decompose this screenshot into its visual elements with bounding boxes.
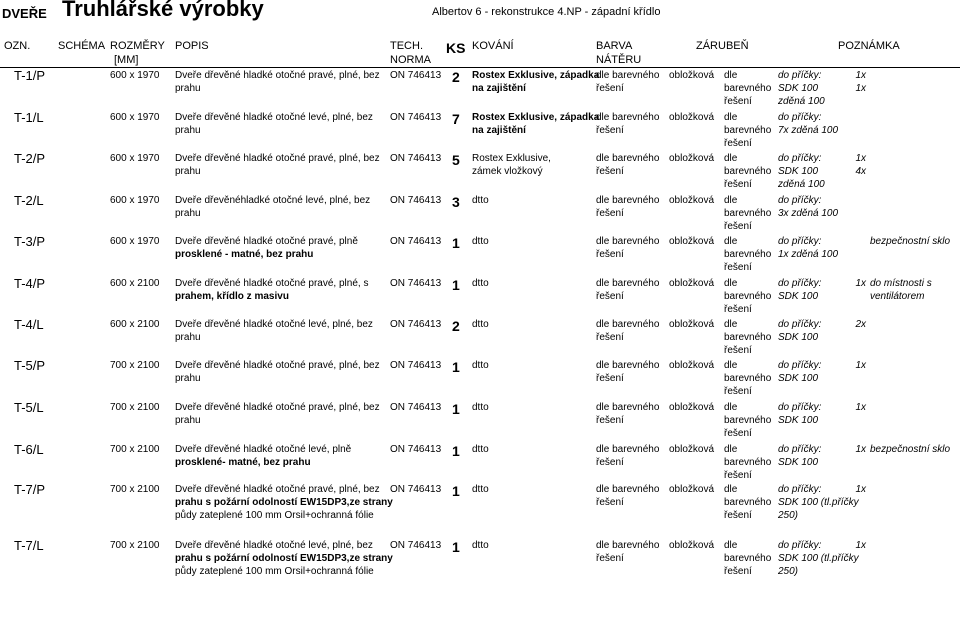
row-description-line: prahu: [175, 373, 201, 384]
row-dimensions: 700 x 2100: [110, 402, 160, 413]
row-frame-type: obložková: [669, 278, 715, 289]
col-popis: POPIS: [175, 40, 209, 52]
row-paint-line: řešení: [596, 497, 624, 508]
row-frame-line: barevného: [724, 83, 772, 94]
row-frame-line: řešení: [724, 428, 752, 439]
row-description-line: Dveře dřevěné hladké otočné levé, plné, bez: [175, 112, 373, 123]
row-dimensions: 600 x 1970: [110, 153, 160, 164]
row-quantity: 1: [452, 277, 460, 293]
row-norm: ON 746413: [390, 402, 442, 413]
col-ks: KS: [446, 40, 466, 56]
row-frame-line: barevného: [724, 125, 772, 136]
row-frame-line: řešení: [724, 470, 752, 481]
row-frame-line: barevného: [724, 457, 772, 468]
row-frame-type: obložková: [669, 402, 715, 413]
row-dimensions: 700 x 2100: [110, 484, 160, 495]
row-quantity: 2: [452, 69, 460, 85]
row-paint-line: dle barevného: [596, 153, 660, 164]
row-code: T-1/L: [14, 110, 44, 125]
row-description-line: prahu s požární odolností EW15DP3,ze strany: [175, 497, 393, 508]
row-frame-line: řešení: [724, 262, 752, 273]
row-quantity: 2: [452, 318, 460, 334]
row-frame-line: dle: [724, 236, 738, 247]
row-paint-line: řešení: [596, 332, 624, 343]
row-quantity: 3: [452, 194, 460, 210]
row-partition-note: do příčky:: [778, 195, 822, 206]
row-frame-type: obložková: [669, 444, 715, 455]
row-frame-line: dle: [724, 444, 738, 455]
row-frame-type: obložková: [669, 540, 715, 551]
row-hardware-line: zámek vložkový: [472, 166, 543, 177]
row-description-line: prahu: [175, 208, 201, 219]
row-quantity: 5: [452, 152, 460, 168]
row-norm: ON 746413: [390, 360, 442, 371]
col-schema: SCHÉMA: [58, 40, 106, 52]
row-paint-line: řešení: [596, 208, 624, 219]
row-description-line: prosklené - matné, bez prahu: [175, 249, 314, 260]
doc-type: DVEŘE: [2, 6, 47, 21]
col-barva2: NÁTĚRU: [596, 54, 642, 66]
row-frame-type: obložková: [669, 112, 715, 123]
row-partition-note: zděná 100: [778, 96, 825, 107]
row-partition-count: 1x: [855, 484, 866, 495]
row-frame-line: řešení: [724, 566, 752, 577]
row-hardware-line: dtto: [472, 484, 489, 495]
row-partition-note: do příčky:: [778, 540, 822, 551]
row-partition-note: 1x zděná 100: [778, 249, 839, 260]
row-frame-line: řešení: [724, 179, 752, 190]
row-frame-line: dle: [724, 278, 738, 289]
row-description-line: Dveře dřevěné hladké otočné pravé, plné, bez: [175, 153, 380, 164]
col-zarubni: ZÁRUBEŇ: [696, 40, 749, 52]
row-quantity: 1: [452, 359, 460, 375]
row-paint-line: řešení: [596, 166, 624, 177]
row-dimensions: 600 x 1970: [110, 236, 160, 247]
row-description-line: prahu: [175, 83, 201, 94]
row-paint-line: dle barevného: [596, 319, 660, 330]
row-paint-line: řešení: [596, 83, 624, 94]
row-paint-line: dle barevného: [596, 444, 660, 455]
row-remark-line: ventilátorem: [870, 291, 925, 302]
row-paint-line: řešení: [596, 249, 624, 260]
row-partition-note: SDK 100: [778, 166, 819, 177]
row-frame-line: dle: [724, 402, 738, 413]
row-frame-line: barevného: [724, 166, 772, 177]
row-partition-note: do příčky:: [778, 319, 822, 330]
row-hardware-line: na zajištění: [472, 125, 526, 136]
row-frame-line: dle: [724, 153, 738, 164]
row-description-line: Dveře dřevěné hladké otočné pravé, plné, s: [175, 278, 369, 289]
row-frame-type: obložková: [669, 319, 715, 330]
row-description-line: Dveře dřevěné hladké otočné pravé, plné, bez: [175, 484, 380, 495]
row-partition-note: do příčky:: [778, 153, 822, 164]
row-norm: ON 746413: [390, 70, 442, 81]
row-code: T-4/P: [14, 276, 46, 291]
row-partition-note: 250): [778, 510, 799, 521]
row-paint-line: dle barevného: [596, 484, 660, 495]
row-frame-line: dle: [724, 195, 738, 206]
row-code: T-3/P: [14, 234, 46, 249]
row-paint-line: řešení: [596, 125, 624, 136]
row-quantity: 1: [452, 483, 460, 499]
row-description-line: Dveře dřevěné hladké otočné pravé, plné, bez: [175, 70, 380, 81]
row-frame-line: barevného: [724, 553, 772, 564]
row-dimensions: 700 x 2100: [110, 360, 160, 371]
row-remark-line: bezpečnostní sklo: [870, 444, 951, 455]
col-barva: BARVA: [596, 40, 633, 52]
row-partition-note: do příčky:: [778, 360, 822, 371]
row-frame-line: dle: [724, 112, 738, 123]
row-norm: ON 746413: [390, 112, 442, 123]
row-partition-note: do příčky:: [778, 402, 822, 413]
row-hardware-line: dtto: [472, 236, 489, 247]
row-frame-line: barevného: [724, 291, 772, 302]
page-subtitle: Albertov 6 - rekonstrukce 4.NP - západní křídlo: [432, 6, 661, 18]
row-paint-line: dle barevného: [596, 360, 660, 371]
row-frame-line: řešení: [724, 510, 752, 521]
row-remark-line: bezpečnostní sklo: [870, 236, 951, 247]
row-quantity: 1: [452, 443, 460, 459]
row-norm: ON 746413: [390, 540, 442, 551]
row-partition-note: SDK 100 (tl.příčky: [778, 497, 859, 508]
col-ozn: OZN.: [4, 40, 31, 52]
row-partition-count: 1x: [855, 540, 866, 551]
row-partition-note: do příčky:: [778, 112, 822, 123]
row-norm: ON 746413: [390, 319, 442, 330]
row-partition-note: SDK 100: [778, 415, 819, 426]
row-frame-line: dle: [724, 360, 738, 371]
row-description-line: půdy zateplené 100 mm Orsil+ochranná fólie: [175, 510, 374, 521]
row-description-line: prahu s požární odolností EW15DP3,ze strany: [175, 553, 393, 564]
row-frame-line: řešení: [724, 138, 752, 149]
row-dimensions: 600 x 2100: [110, 278, 160, 289]
row-description-line: Dveře dřevěné hladké otočné pravé, plné, bez: [175, 360, 380, 371]
row-paint-line: řešení: [596, 373, 624, 384]
row-paint-line: řešení: [596, 291, 624, 302]
row-partition-count: 1x: [855, 402, 866, 413]
row-code: T-7/L: [14, 538, 44, 553]
row-partition-note: SDK 100: [778, 332, 819, 343]
row-code: T-7/P: [14, 482, 46, 497]
col-poznamka: POZNÁMKA: [838, 40, 900, 52]
row-partition-count: 1x: [855, 278, 866, 289]
row-norm: ON 746413: [390, 195, 442, 206]
row-hardware-line: dtto: [472, 402, 489, 413]
row-code: T-1/P: [14, 68, 46, 83]
row-partition-note: 250): [778, 566, 799, 577]
row-frame-line: barevného: [724, 208, 772, 219]
row-dimensions: 600 x 2100: [110, 319, 160, 330]
row-frame-line: barevného: [724, 373, 772, 384]
row-hardware-line: dtto: [472, 360, 489, 371]
row-description-line: prosklené- matné, bez prahu: [175, 457, 311, 468]
page-title: Truhlářské výrobky: [62, 0, 264, 21]
row-description-line: Dveře dřevěné hladké otočné levé, plné, bez: [175, 319, 373, 330]
row-quantity: 7: [452, 111, 460, 127]
row-paint-line: dle barevného: [596, 236, 660, 247]
row-hardware-line: Rostex Exklusive, západka: [472, 112, 600, 123]
row-frame-line: barevného: [724, 497, 772, 508]
row-hardware-line: dtto: [472, 195, 489, 206]
row-partition-note: SDK 100 (tl.příčky: [778, 553, 859, 564]
row-partition-note: SDK 100: [778, 373, 819, 384]
row-code: T-6/L: [14, 442, 44, 457]
row-description-line: Dveře dřevěné hladké otočné levé, plně: [175, 444, 352, 455]
row-frame-type: obložková: [669, 195, 715, 206]
row-frame-line: řešení: [724, 345, 752, 356]
row-quantity: 1: [452, 235, 460, 251]
row-frame-line: barevného: [724, 415, 772, 426]
row-partition-note: SDK 100: [778, 291, 819, 302]
col-norma: NORMA: [390, 54, 431, 66]
row-description-line: prahu: [175, 332, 201, 343]
row-frame-line: dle: [724, 319, 738, 330]
row-partition-note: 7x zděná 100: [778, 125, 839, 136]
row-hardware-line: Rostex Exklusive,: [472, 153, 551, 164]
row-partition-count: 1x: [855, 83, 866, 94]
row-paint-line: dle barevného: [596, 195, 660, 206]
row-norm: ON 746413: [390, 278, 442, 289]
row-partition-note: zděná 100: [778, 179, 825, 190]
row-frame-type: obložková: [669, 70, 715, 81]
row-norm: ON 746413: [390, 444, 442, 455]
row-dimensions: 600 x 1970: [110, 112, 160, 123]
row-description-line: Dveře dřevěnéhladké otočné levé, plné, bez: [175, 195, 371, 206]
row-quantity: 1: [452, 401, 460, 417]
row-partition-count: 1x: [855, 153, 866, 164]
col-kovani: KOVÁNÍ: [472, 40, 514, 52]
row-paint-line: dle barevného: [596, 540, 660, 551]
row-partition-note: SDK 100: [778, 83, 819, 94]
row-description-line: prahu: [175, 166, 201, 177]
row-frame-line: řešení: [724, 386, 752, 397]
col-rozmery-unit: [MM]: [114, 54, 139, 66]
row-paint-line: dle barevného: [596, 402, 660, 413]
row-description-line: půdy zateplené 100 mm Orsil+ochranná fólie: [175, 566, 374, 577]
row-frame-type: obložková: [669, 153, 715, 164]
row-partition-note: SDK 100: [778, 457, 819, 468]
row-description-line: prahu: [175, 125, 201, 136]
row-frame-type: obložková: [669, 236, 715, 247]
row-description-line: Dveře dřevěné hladké otočné levé, plné, bez: [175, 540, 373, 551]
row-partition-count: 2x: [855, 319, 866, 330]
row-paint-line: dle barevného: [596, 70, 660, 81]
row-frame-line: řešení: [724, 304, 752, 315]
row-dimensions: 600 x 1970: [110, 70, 160, 81]
col-rozmery: ROZMĚRY: [110, 40, 165, 52]
row-paint-line: řešení: [596, 553, 624, 564]
col-tech: TECH.: [390, 40, 423, 52]
row-partition-count: 1x: [855, 360, 866, 371]
row-partition-count: 4x: [855, 166, 866, 177]
row-partition-note: do příčky:: [778, 484, 822, 495]
row-quantity: 1: [452, 539, 460, 555]
row-frame-type: obložková: [669, 484, 715, 495]
row-hardware-line: dtto: [472, 319, 489, 330]
row-paint-line: řešení: [596, 457, 624, 468]
row-norm: ON 746413: [390, 153, 442, 164]
row-frame-type: obložková: [669, 360, 715, 371]
row-frame-line: řešení: [724, 96, 752, 107]
row-code: T-5/L: [14, 400, 44, 415]
row-hardware-line: dtto: [472, 444, 489, 455]
row-dimensions: 700 x 2100: [110, 444, 160, 455]
row-norm: ON 746413: [390, 484, 442, 495]
row-remark-line: do místnosti s: [870, 278, 932, 289]
row-partition-count: 1x: [855, 70, 866, 81]
row-code: T-2/L: [14, 193, 44, 208]
row-description-line: Dveře dřevěné hladké otočné pravé, plně: [175, 236, 358, 247]
row-code: T-5/P: [14, 358, 46, 373]
row-norm: ON 746413: [390, 236, 442, 247]
row-hardware-line: dtto: [472, 540, 489, 551]
row-dimensions: 700 x 2100: [110, 540, 160, 551]
row-paint-line: řešení: [596, 415, 624, 426]
header-divider: [0, 67, 960, 68]
row-frame-line: dle: [724, 484, 738, 495]
row-description-line: prahu: [175, 415, 201, 426]
row-frame-line: dle: [724, 70, 738, 81]
row-description-line: Dveře dřevěné hladké otočné pravé, plné, bez: [175, 402, 380, 413]
row-partition-note: do příčky:: [778, 444, 822, 455]
row-frame-line: barevného: [724, 332, 772, 343]
row-paint-line: dle barevného: [596, 278, 660, 289]
row-hardware-line: na zajištění: [472, 83, 526, 94]
row-partition-note: do příčky:: [778, 70, 822, 81]
row-hardware-line: dtto: [472, 278, 489, 289]
row-description-line: prahem, křídlo z masivu: [175, 291, 289, 302]
row-paint-line: dle barevného: [596, 112, 660, 123]
row-code: T-2/P: [14, 151, 46, 166]
row-dimensions: 600 x 1970: [110, 195, 160, 206]
row-frame-line: řešení: [724, 221, 752, 232]
row-partition-note: 3x zděná 100: [778, 208, 839, 219]
row-hardware-line: Rostex Exklusive, západka: [472, 70, 600, 81]
row-code: T-4/L: [14, 317, 44, 332]
row-frame-line: dle: [724, 540, 738, 551]
row-partition-count: 1x: [855, 444, 866, 455]
row-partition-note: do příčky:: [778, 278, 822, 289]
row-frame-line: barevného: [724, 249, 772, 260]
row-partition-note: do příčky:: [778, 236, 822, 247]
